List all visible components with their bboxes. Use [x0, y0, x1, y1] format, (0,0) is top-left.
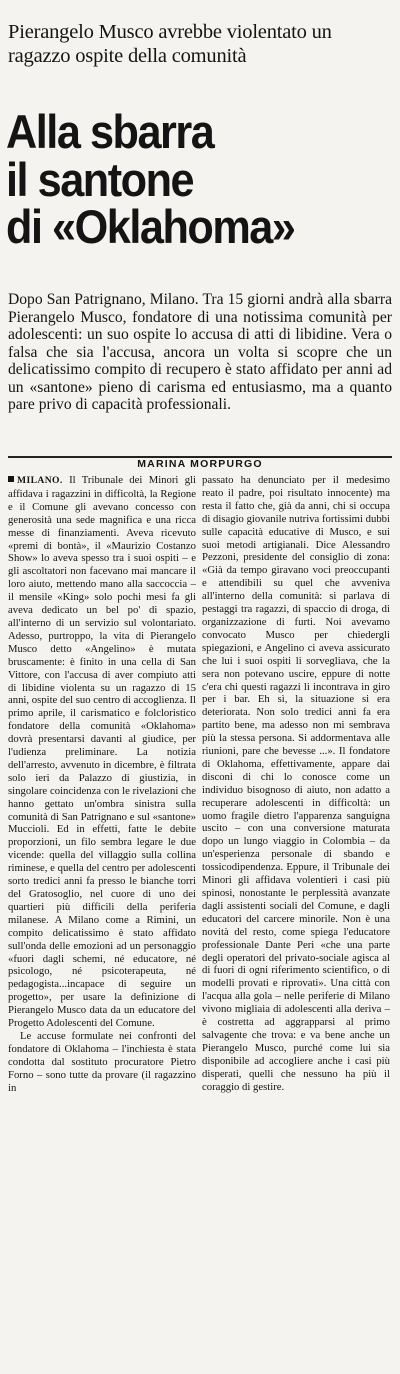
- article-headline: [6, 105, 365, 253]
- body-paragraph: passato ha denunciato per il medesimo reato il padre, poi risultato innocente) ma resta il fatto che, già da anni, chi si occupa di disagio giovanile nutriva fortissimi dubbi sulle capacità educative di Musco, e sui suoi metodi artigianali. Dice Alessandro Pezzoni, presidente del consiglio di zona: «Già da tempo giravano voci preoccupanti e attendibili su quel che avveniva all'interno della comunità: si parlava di pestaggi tra ragazzi, di spaccio di droga, di organizzazione di furti. Noi avevamo convocato Musco per chiedergli spiegazioni, e Angelino ci aveva assicurato che lui i suoi ospiti li sorvegliava, che la sera non potevano uscire, eppure di notte c'era chi questi ragazzi li incontrava in giro per i bar. Eh sì, la situazione si era deteriorata. Non solo tredici anni fa era partito bene, ma adesso non mi sembrava più la stessa persona. Si addormentava alle riunioni, pare che bevesse ...». Il fondatore di Oklahoma, effettivamente, appare dai disconi di chi lo conosce come un individuo bisognoso di aiuto, non adatto a recuperare adolescenti in difficoltà: un uomo fragile dietro l'apparenza sanguigna uscito – con una conversione maturata dopo un lungo viaggio in Colombia – da un'esperienza personale di sbando e tossicodipendenza. Eppure, il Tribunale dei Minori gli affidava volentieri i casi più spinosi, nonostante le perplessità avanzate dagli assistenti sociali del Comune, e dagli educatori del carcere minorile. Non è una novità del resto, come spiega l'educatore professionale Dante Peri «che una parte degli operatori del privato-sociale agisca al di fuori di ogni riferimento scientifico, o di modelli provati e riprovati». Una città con l'acqua alla gola – nelle periferie di Milano vivono migliaia di adolescenti alla deriva – è costretta ad aggrapparsi al primo salvagente che trova: e va bene anche un Pierangelo Musco, purché come lui sia disponibile ad accogliere anche i casi più disperati, quelli che nessuno ha più il coraggio di gestire.: [202, 474, 390, 1093]
- body-paragraph: Le accuse formulate nei confronti del fondatore di Oklahoma – l'inchiesta è stata condotta dal sostituto procuratore Pietro Forno – sono tutte da provare (il ragazzino in: [8, 1029, 196, 1094]
- body-column-1: [8, 474, 196, 1364]
- article-byline: MARINA MORPURGO: [137, 458, 263, 470]
- body-paragraph: [8, 474, 196, 1030]
- headline-line-2: il santone: [6, 152, 194, 206]
- article-lede: Dopo San Patrignano, Milano. Tra 15 giorni andrà alla sbarra Pierangelo Musco, fondatore di una notissima comunità per adolescenti: un suo ospite lo accusa di atti di libidine. Vera o falsa che sia l'accusa, ancora un volta si scopre che un delicatissimo compito di recupero è stato affidato per anni ad un «santone» pieno di carisma ed entusiasmo, ma a quanto pare privo di capacità professionali.: [8, 291, 392, 413]
- body-text: Il Tribunale dei Minori gli affidava i ragazzini in difficoltà, la Regione e il Comune gli avevano concesso con generosità una sede magnifica e una ricca messe di finanziamenti. Aveva ricevuto «premi di bontà», il «Maurizio Costanzo Show» lo aveva spesso tra i suoi ospiti – e gli ascoltatori non facevano mai mancare il loro aiuto, mettendo mano alla saccoccia – il mensile «King» solo pochi mesi fa gli aveva dedicato un bel po' di spazio, all'interno di un servizio sul volontariato. Adesso, purtroppo, la vita di Pierangelo Musco detto «Angelino» è mutata bruscamente: è finito in una cella di San Vittore, con l'accusa di aver compiuto atti di libidine violenta su un ragazzo di 15 anni, ospite del suo centro di accoglienza. Il primo aprile, il carismatico e folcloristico fondatore della comunità «Oklahoma» dovrà presentarsi davanti al giudice, per l'udienza preliminare. La notizia dell'arresto, avvenuto in dicembre, è filtrata solo ieri da Palazzo di giustizia, in singolare coincidenza con le rivelazioni che hanno gettato un'ombra sinistra sulla comunità di San Patrignano e sul «santone» Muccioli. Ed in effetti, fatte le debite proporzioni, un filo sembra legare le due vicende: quella del villaggio sulla collina riminese, e quella del centro per adolescenti sorto tredici anni fa presso le bianche torri del Gratosoglio, nel cuore di uno dei quartieri più difficili della periferia milanese. A Milano come a Rimini, un compito delicatissimo è stato affidato sull'onda delle emozioni ad un personaggio «fuori dagli schemi, né educatore, né psicologo, né psicoterapeuta, né pedagogista...incapace di seguire un progetto», per usare la definizione di Pierangelo Musco data da un educatore del Progetto Adolescenti del Comune.: [8, 474, 196, 1030]
- headline-line-3: di «Oklahoma»: [6, 200, 295, 253]
- article-kicker: Pierangelo Musco avrebbe violentato un ragazzo ospite della comunità: [8, 21, 332, 67]
- body-column-2: [202, 474, 390, 1364]
- dateline: MILANO.: [8, 475, 63, 486]
- headline-line-1: Alla sbarra: [6, 105, 214, 158]
